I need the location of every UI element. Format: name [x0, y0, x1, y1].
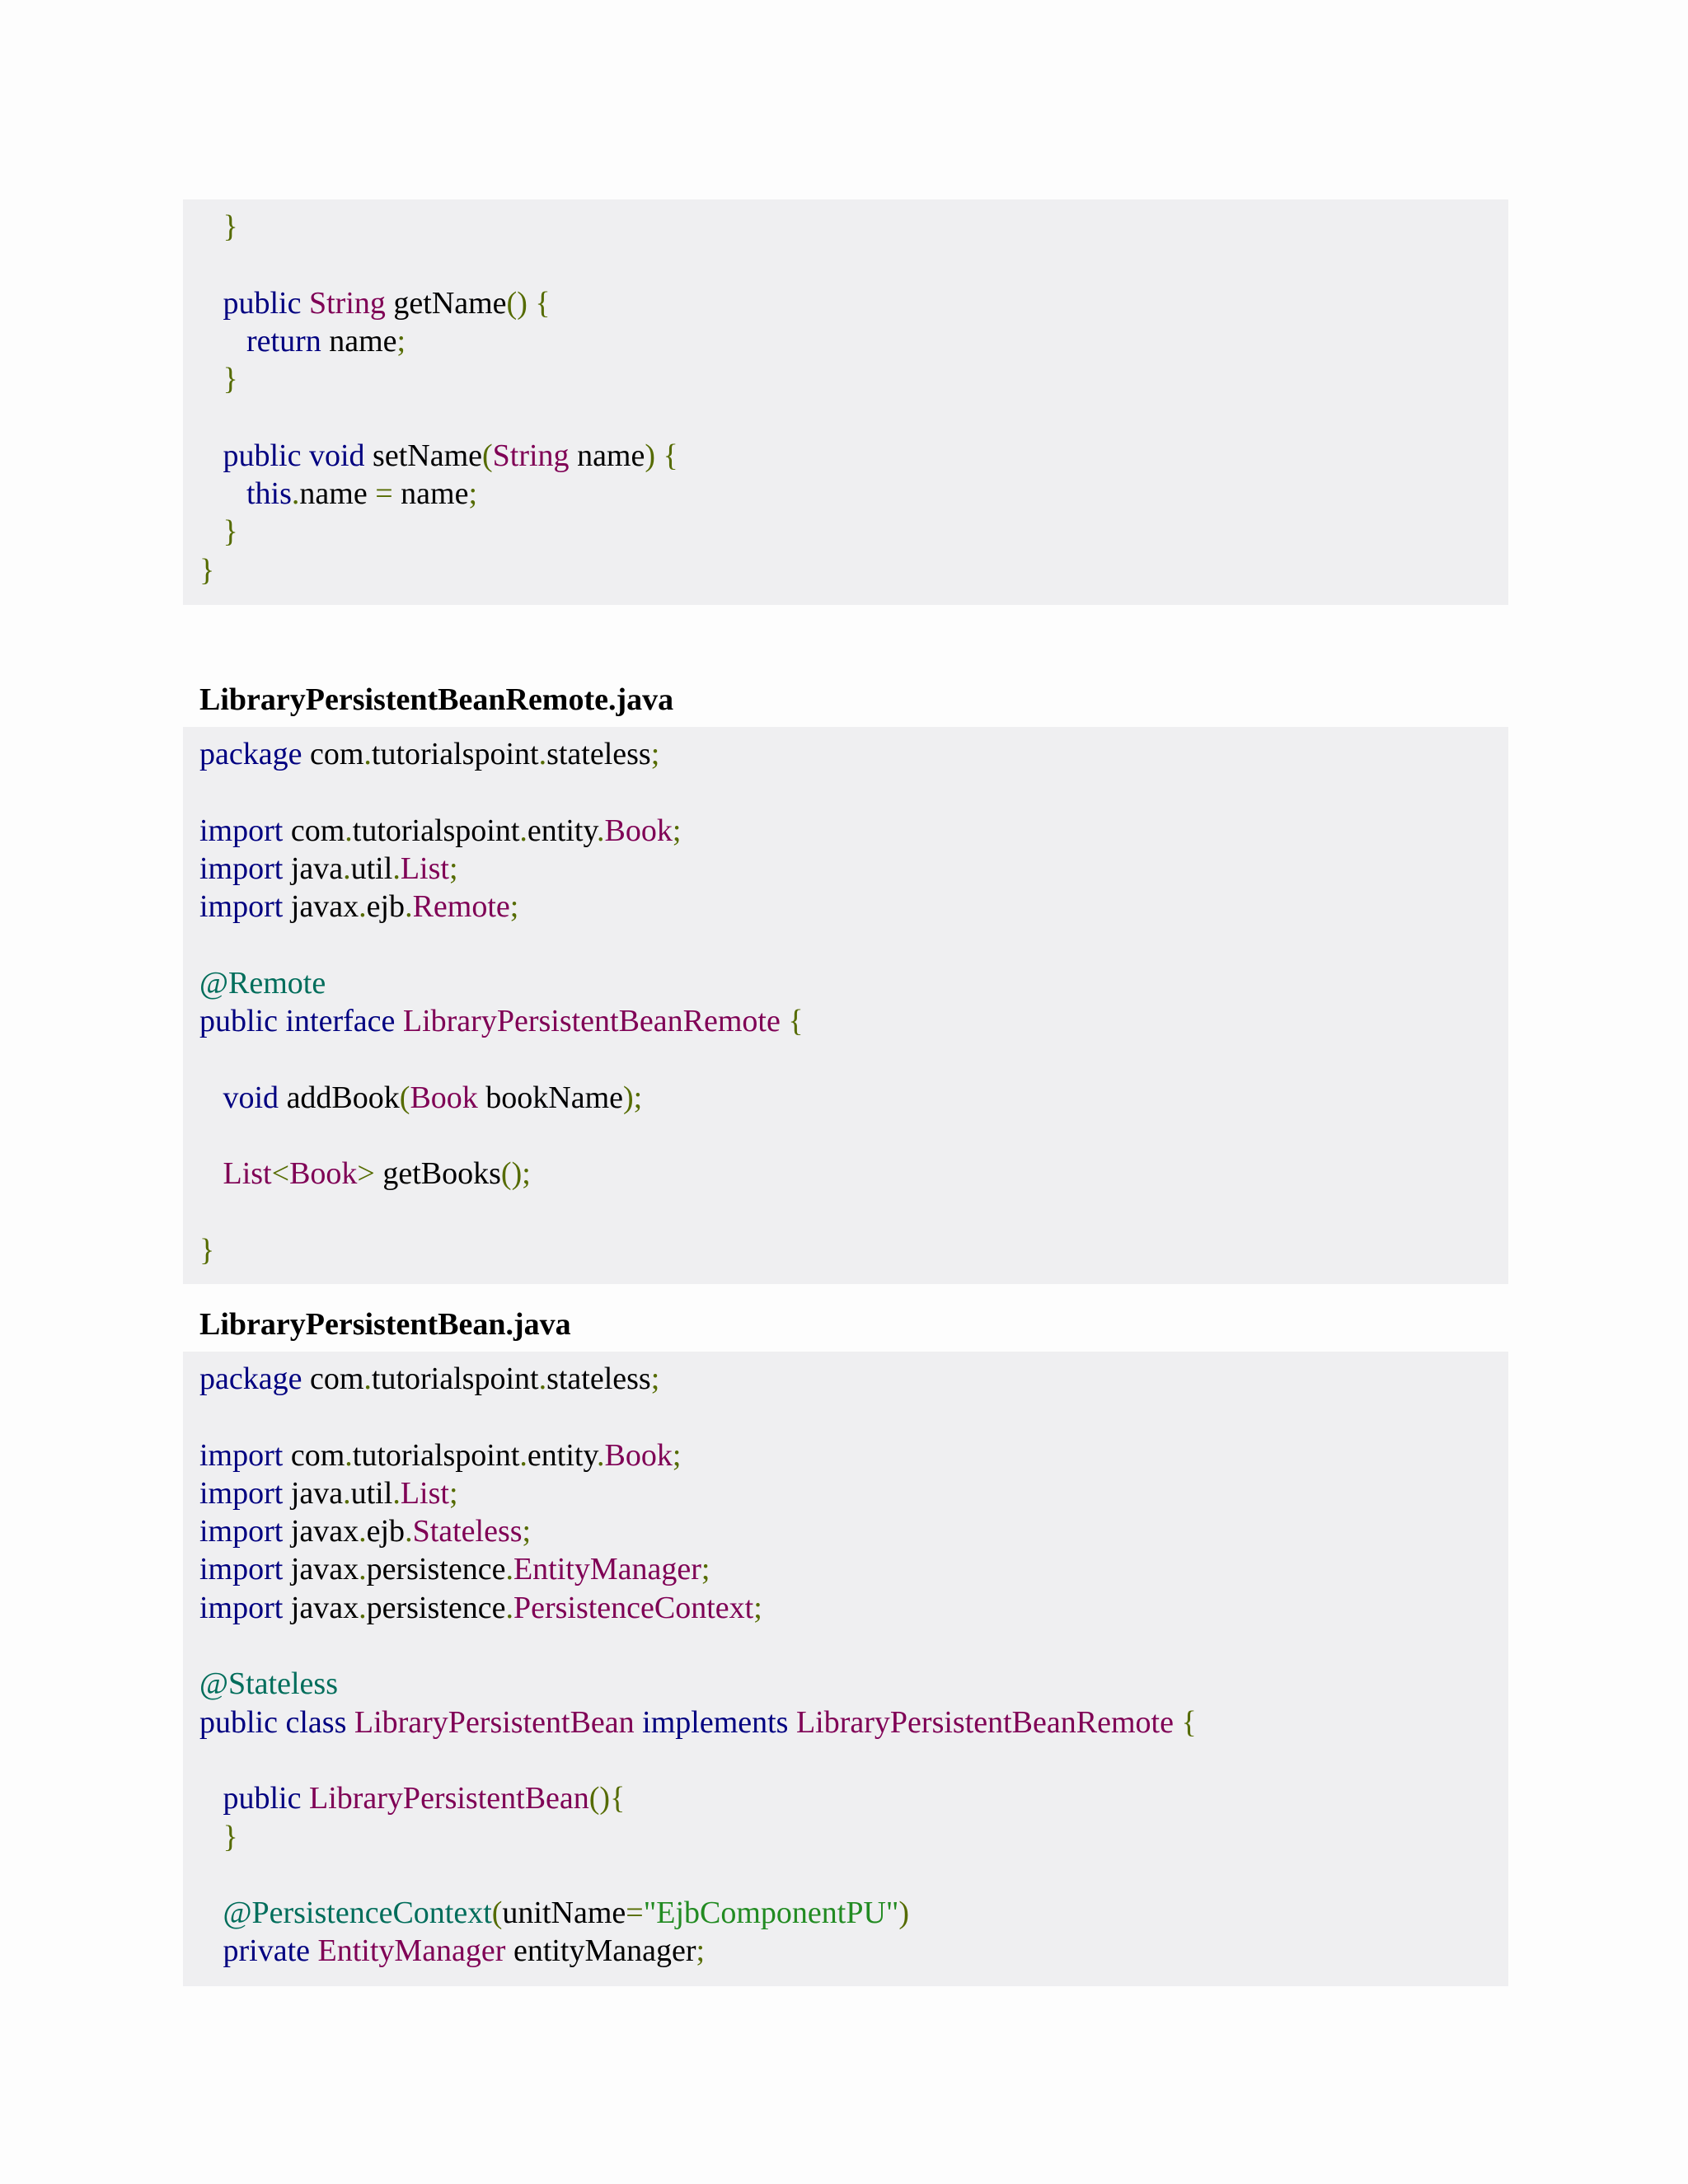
code-token: .: [359, 1552, 367, 1587]
code-line: [199, 1193, 1508, 1231]
code-token: .: [538, 737, 547, 771]
code-token: .: [363, 1361, 372, 1396]
code-token: EntityManager: [513, 1552, 701, 1587]
code-token: name: [392, 476, 469, 512]
code-token: ;: [448, 1475, 458, 1511]
code-token: Book: [604, 813, 673, 848]
code-token: =: [375, 476, 393, 512]
code-token: [199, 1156, 223, 1191]
code-line: [199, 1040, 1508, 1078]
code-token: ): [898, 1896, 910, 1931]
code-token: ();: [500, 1156, 531, 1192]
code-token: ;: [696, 1933, 706, 1969]
code-token: com: [283, 813, 345, 848]
code-token: util: [350, 851, 393, 886]
code-token: [199, 286, 223, 321]
code-line: [199, 1779, 1508, 1817]
code-line: [199, 1117, 1508, 1155]
code-token: interface: [285, 1004, 396, 1039]
code-token: [199, 476, 246, 511]
code-token: unitName: [502, 1896, 626, 1931]
code-token: .: [343, 851, 351, 886]
code-block-persistent-bean: [183, 1352, 1508, 1986]
code-token: Book: [604, 1437, 673, 1473]
code-token: setName: [364, 438, 482, 473]
code-token: Stateless: [412, 1514, 523, 1549]
code-line: [199, 1436, 1508, 1474]
code-token: .: [359, 1514, 367, 1549]
code-token: public: [199, 1704, 278, 1740]
code-token: ;: [468, 476, 477, 512]
code-line: [199, 1002, 1508, 1040]
code-token: .: [538, 1361, 547, 1396]
code-token: ;: [448, 851, 458, 886]
code-token: public: [223, 438, 302, 473]
code-block-remote-interface: [183, 727, 1508, 1284]
code-token: @Stateless: [199, 1666, 338, 1702]
code-token: public: [223, 285, 302, 321]
code-token: [310, 1933, 318, 1968]
code-token: import: [199, 851, 284, 886]
code-line: [199, 1550, 1508, 1588]
code-block-book-entity-tail: [183, 199, 1508, 605]
code-token: private: [223, 1933, 311, 1969]
code-token: [199, 1820, 223, 1854]
code-token: implements: [642, 1704, 789, 1740]
code-token: .: [363, 737, 372, 771]
code-line: [199, 773, 1508, 811]
code-token: [301, 1781, 309, 1816]
code-token: tutorialspoint: [352, 1437, 520, 1473]
code-token: name: [569, 438, 645, 473]
code-token: String: [492, 438, 570, 473]
code-token: package: [199, 1361, 302, 1396]
code-token: .: [597, 813, 605, 848]
code-line: [199, 246, 1508, 284]
code-token: [199, 1896, 223, 1930]
code-token: ;: [672, 813, 682, 848]
code-token: package: [199, 737, 302, 771]
code-token: javax: [283, 1590, 359, 1625]
code-token: ;: [396, 323, 406, 359]
code-token: this: [246, 476, 292, 512]
code-token: .: [392, 1475, 401, 1511]
code-line: [199, 322, 1508, 360]
code-token: (: [482, 438, 493, 473]
code-token: "EjbComponentPU": [643, 1896, 899, 1931]
code-token: import: [199, 1437, 284, 1473]
code-token: [301, 286, 309, 321]
code-token: addBook: [279, 1080, 400, 1115]
code-token: @PersistenceContext: [223, 1896, 492, 1931]
code-token: .: [405, 889, 413, 925]
code-token: entity: [527, 813, 597, 848]
code-token: ) {: [645, 438, 678, 473]
code-token: [395, 1004, 403, 1038]
code-token: ejb: [366, 889, 406, 925]
code-token: bookName: [477, 1080, 624, 1115]
code-token: >: [357, 1156, 375, 1192]
code-token: .: [597, 1437, 605, 1473]
code-token: LibraryPersistentBean: [308, 1781, 589, 1816]
code-token: .: [345, 1437, 353, 1473]
code-token: ;: [672, 1437, 682, 1473]
code-token: .: [505, 1590, 513, 1625]
code-token: LibraryPersistentBeanRemote: [402, 1004, 781, 1039]
code-line: [199, 1627, 1508, 1665]
code-token: [199, 514, 223, 549]
code-token: import: [199, 1475, 284, 1511]
code-token: import: [199, 889, 284, 925]
code-token: tutorialspoint: [352, 813, 520, 848]
code-token: com: [283, 1437, 345, 1473]
code-token: () {: [506, 285, 551, 321]
code-token: .: [519, 813, 528, 848]
code-token: Book: [289, 1156, 358, 1192]
code-token: }: [223, 1819, 238, 1854]
code-token: [635, 1705, 643, 1740]
code-token: }: [223, 514, 238, 550]
code-line: [199, 1818, 1508, 1856]
code-token: ;: [650, 1361, 660, 1396]
code-token: persistence: [366, 1590, 506, 1625]
code-token: [199, 1933, 223, 1968]
code-token: javax: [283, 1552, 359, 1587]
code-token: tutorialspoint: [371, 737, 539, 771]
code-line: [199, 1704, 1508, 1741]
code-line: [199, 398, 1508, 436]
code-token: (: [399, 1080, 410, 1115]
code-token: List: [400, 851, 449, 886]
code-token: {: [780, 1004, 804, 1039]
code-token: }: [199, 552, 215, 588]
code-token: .: [405, 1514, 413, 1549]
code-line: [199, 1360, 1508, 1398]
code-line: [199, 1894, 1508, 1932]
code-token: ejb: [366, 1514, 406, 1549]
code-token: ;: [701, 1552, 710, 1587]
code-token: LibraryPersistentBean: [354, 1704, 635, 1740]
code-line: [199, 1155, 1508, 1193]
code-line: [199, 735, 1508, 773]
code-line: [199, 850, 1508, 888]
code-line: [199, 812, 1508, 850]
code-line: [199, 513, 1508, 551]
code-line: [199, 551, 1508, 589]
code-line: [199, 284, 1508, 322]
code-token: [199, 209, 223, 244]
code-token: List: [400, 1475, 449, 1511]
code-line: [199, 208, 1508, 246]
code-token: @Remote: [199, 965, 326, 1001]
code-token: List: [223, 1156, 272, 1192]
code-token: .: [345, 813, 353, 848]
code-line: [199, 926, 1508, 963]
code-token: entity: [527, 1437, 597, 1473]
code-token: }: [199, 1232, 215, 1268]
file-heading-persistent-bean: LibraryPersistentBean.java: [199, 1307, 571, 1342]
code-token: java: [283, 851, 344, 886]
code-token: import: [199, 1514, 284, 1549]
code-token: [199, 1781, 223, 1816]
code-token: entityManager: [505, 1933, 696, 1969]
code-token: com: [302, 737, 364, 771]
code-token: java: [283, 1475, 344, 1511]
code-token: javax: [283, 889, 359, 925]
code-token: .: [359, 889, 367, 925]
code-token: EntityManager: [317, 1933, 506, 1969]
code-token: [199, 1080, 223, 1115]
code-token: ;: [522, 1514, 532, 1549]
code-line: [199, 964, 1508, 1002]
code-token: persistence: [366, 1552, 506, 1587]
code-token: PersistenceContext: [513, 1590, 754, 1625]
code-token: {: [1173, 1704, 1197, 1740]
code-token: getName: [385, 285, 507, 321]
code-line: [199, 437, 1508, 475]
code-line: [199, 360, 1508, 398]
code-token: stateless: [546, 1361, 651, 1396]
code-token: return: [246, 323, 321, 359]
code-token: ;: [650, 737, 660, 771]
code-line: [199, 1231, 1508, 1269]
code-line: [199, 1741, 1508, 1779]
code-token: <: [271, 1156, 290, 1192]
code-token: class: [285, 1704, 347, 1740]
file-heading-remote-interface: LibraryPersistentBeanRemote.java: [199, 682, 674, 717]
code-token: ;: [509, 889, 519, 925]
code-token: public: [223, 1781, 302, 1816]
code-line: [199, 1474, 1508, 1512]
code-token: import: [199, 1590, 284, 1625]
code-token: }: [223, 209, 238, 244]
code-line: [199, 1398, 1508, 1436]
code-token: com: [302, 1361, 364, 1396]
code-token: Book: [410, 1080, 478, 1115]
code-line: [199, 1665, 1508, 1703]
code-token: name: [299, 476, 376, 512]
code-token: [301, 438, 309, 473]
code-token: ;: [753, 1590, 762, 1625]
code-token: (){: [588, 1781, 626, 1816]
code-token: .: [359, 1590, 367, 1625]
code-token: .: [505, 1552, 513, 1587]
code-line: [199, 888, 1508, 926]
code-token: util: [350, 1475, 393, 1511]
code-line: [199, 1856, 1508, 1894]
code-token: .: [519, 1437, 528, 1473]
code-token: void: [223, 1080, 279, 1115]
code-token: [199, 362, 223, 396]
code-token: getBooks: [374, 1156, 501, 1192]
code-token: [199, 438, 223, 473]
code-token: import: [199, 813, 284, 848]
code-token: name: [321, 323, 397, 359]
code-token: [199, 324, 246, 359]
code-token: [346, 1705, 354, 1740]
code-token: .: [291, 476, 300, 512]
code-token: [788, 1705, 796, 1740]
code-line: [199, 1589, 1508, 1627]
code-token: public: [199, 1004, 278, 1039]
code-token: =: [626, 1896, 644, 1931]
code-token: Remote: [412, 889, 510, 925]
code-line: [199, 1512, 1508, 1550]
code-line: [199, 475, 1508, 513]
code-line: [199, 1932, 1508, 1970]
code-token: (: [491, 1896, 503, 1931]
code-token: import: [199, 1552, 284, 1587]
code-token: stateless: [546, 737, 651, 771]
code-token: String: [308, 285, 386, 321]
code-token: javax: [283, 1514, 359, 1549]
code-token: );: [623, 1080, 643, 1115]
code-token: .: [343, 1475, 351, 1511]
code-token: void: [308, 438, 365, 473]
code-token: .: [392, 851, 401, 886]
code-token: tutorialspoint: [371, 1361, 539, 1396]
code-line: [199, 1079, 1508, 1117]
code-token: }: [223, 362, 238, 397]
code-token: LibraryPersistentBeanRemote: [795, 1704, 1174, 1740]
